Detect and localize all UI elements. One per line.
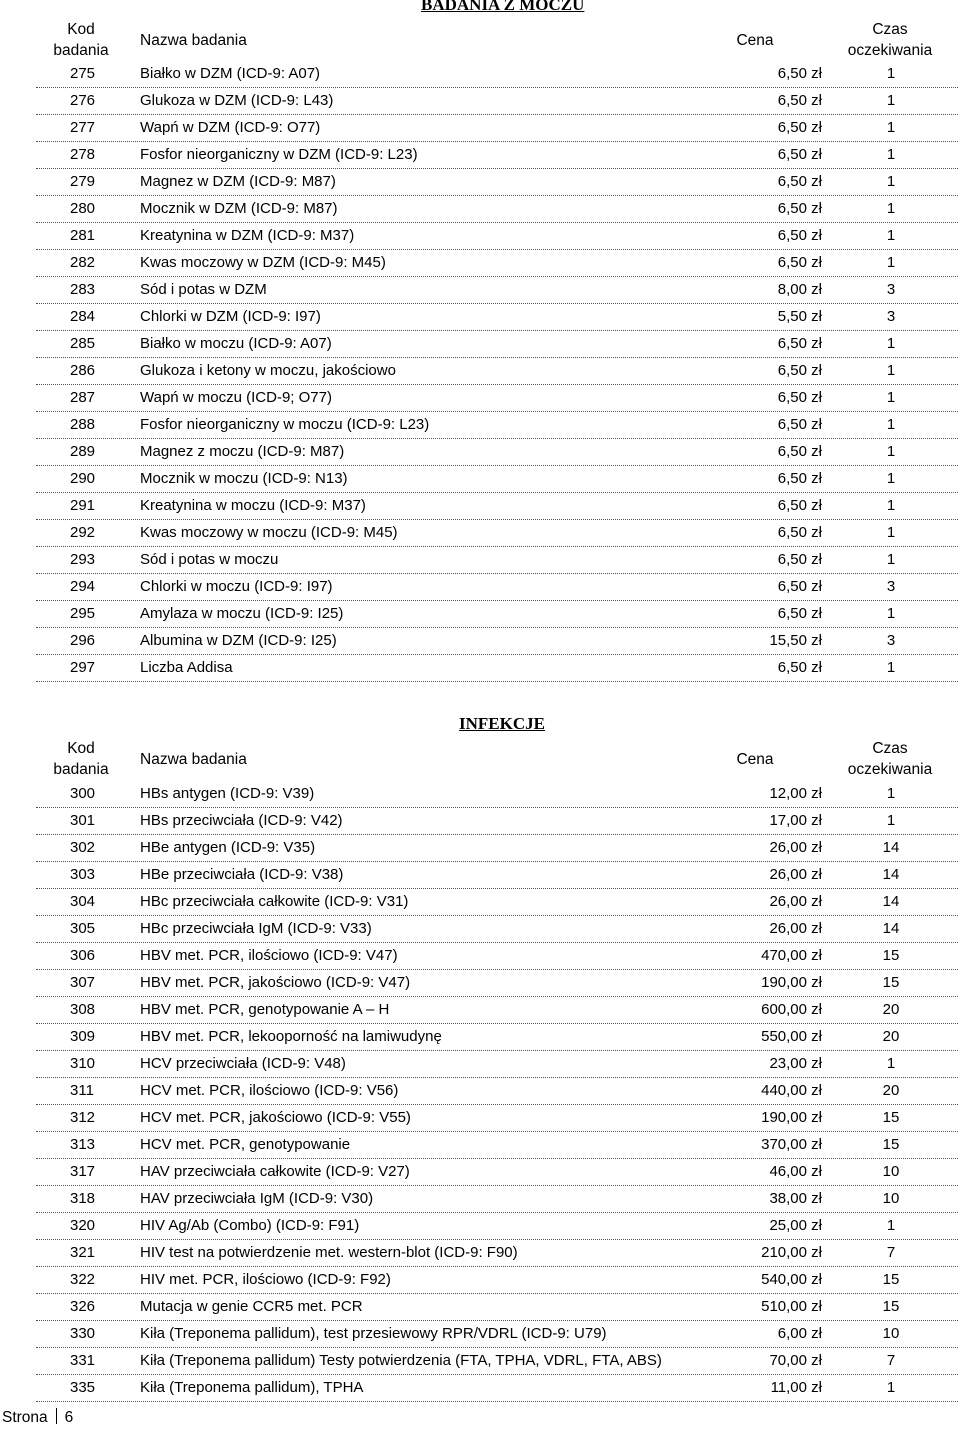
row-nazwa: Mutacja w genie CCR5 met. PCR (140, 1298, 363, 1315)
row-cena: 6,50 zł (777, 470, 822, 487)
row-kod: 286 (70, 362, 96, 379)
row-nazwa: Kreatynina w DZM (ICD-9: M37) (140, 227, 355, 244)
row-kod: 331 (70, 1352, 96, 1369)
row-cena: 6,00 zł (777, 1325, 822, 1342)
row-kod: 310 (70, 1055, 96, 1072)
row-kod: 322 (70, 1271, 96, 1288)
row-czas: 1 (886, 1055, 896, 1072)
row-cena: 46,00 zł (769, 1163, 822, 1180)
row-kod: 307 (70, 974, 96, 991)
row-cena: 17,00 zł (769, 812, 822, 829)
table-row (36, 196, 958, 223)
row-nazwa: HBs antygen (ICD-9: V39) (140, 785, 315, 802)
row-cena: 6,50 zł (777, 227, 822, 244)
row-czas: 1 (886, 470, 896, 487)
row-kod: 311 (70, 1082, 94, 1099)
row-kod: 294 (70, 578, 96, 595)
header-czas (830, 738, 950, 780)
table-row (36, 862, 958, 889)
row-nazwa: Magnez z moczu (ICD-9: M87) (140, 443, 345, 460)
row-nazwa: Sód i potas w moczu (140, 551, 279, 568)
row-kod: 296 (70, 632, 96, 649)
row-nazwa: Fosfor nieorganiczny w DZM (ICD-9: L23) (140, 146, 418, 163)
row-cena: 6,50 zł (777, 497, 822, 514)
row-czas: 14 (882, 920, 900, 937)
row-kod: 302 (70, 839, 96, 856)
table-row (36, 1078, 958, 1105)
row-cena: 6,50 zł (777, 92, 822, 109)
row-czas: 15 (882, 1136, 900, 1153)
row-czas: 15 (882, 974, 900, 991)
row-cena: 26,00 zł (769, 893, 822, 910)
row-kod: 293 (70, 551, 96, 568)
row-kod: 292 (70, 524, 96, 541)
row-kod: 275 (70, 65, 96, 82)
table-row (36, 1348, 958, 1375)
row-cena: 6,50 zł (777, 119, 822, 136)
row-nazwa: Wapń w DZM (ICD-9: O77) (140, 119, 321, 136)
row-cena: 25,00 zł (769, 1217, 822, 1234)
row-nazwa: HAV przeciwciała całkowite (ICD-9: V27) (140, 1163, 410, 1180)
row-kod: 280 (70, 200, 96, 217)
row-cena: 6,50 zł (777, 146, 822, 163)
table-row (36, 169, 958, 196)
row-czas: 20 (882, 1082, 900, 1099)
header-nazwa: Nazwa badania (140, 751, 247, 768)
row-kod: 309 (70, 1028, 96, 1045)
row-cena: 6,50 zł (777, 416, 822, 433)
table-row (36, 61, 958, 88)
row-kod: 285 (70, 335, 96, 352)
table-row (36, 1132, 958, 1159)
table-row (36, 1267, 958, 1294)
section-title: INFEKCJE (459, 714, 545, 733)
row-czas: 1 (886, 605, 896, 622)
row-nazwa: Kiła (Treponema pallidum), TPHA (140, 1379, 364, 1396)
row-czas: 1 (886, 92, 896, 109)
row-nazwa: HBc przeciwciała całkowite (ICD-9: V31) (140, 893, 409, 910)
table-row (36, 250, 958, 277)
row-kod: 326 (70, 1298, 96, 1315)
row-nazwa: HBV met. PCR, jakościowo (ICD-9: V47) (140, 974, 411, 991)
row-czas: 1 (886, 659, 896, 676)
row-nazwa: Sód i potas w DZM (140, 281, 267, 298)
row-kod: 312 (70, 1109, 96, 1126)
row-kod: 287 (70, 389, 96, 406)
row-nazwa: Chlorki w moczu (ICD-9: I97) (140, 578, 333, 595)
row-czas: 1 (886, 812, 896, 829)
row-nazwa: Chlorki w DZM (ICD-9: I97) (140, 308, 321, 325)
header-kod-line1: Kod (67, 740, 95, 757)
row-cena: 8,00 zł (777, 281, 822, 298)
row-nazwa: HIV test na potwierdzenie met. western-blot (ICD-9: F90) (140, 1244, 518, 1261)
row-czas: 15 (882, 1298, 900, 1315)
row-nazwa: Mocznik w DZM (ICD-9: M87) (140, 200, 338, 217)
row-cena: 440,00 zł (761, 1082, 822, 1099)
row-kod: 303 (70, 866, 96, 883)
table-row (36, 808, 958, 835)
row-kod: 300 (70, 785, 96, 802)
row-nazwa: HBc przeciwciała IgM (ICD-9: V33) (140, 920, 372, 937)
table-row (36, 943, 958, 970)
row-czas: 15 (882, 1109, 900, 1126)
row-czas: 1 (886, 389, 896, 406)
row-czas: 10 (882, 1163, 900, 1180)
row-czas: 1 (886, 362, 896, 379)
table-row (36, 1159, 958, 1186)
row-cena: 190,00 zł (761, 974, 822, 991)
row-kod: 282 (70, 254, 96, 271)
table-row (36, 520, 958, 547)
row-nazwa: Amylaza w moczu (ICD-9: I25) (140, 605, 344, 622)
table-row (36, 412, 958, 439)
header-kod-line2: badania (53, 761, 109, 778)
row-cena: 5,50 zł (777, 308, 822, 325)
header-cena: Cena (736, 32, 774, 49)
row-nazwa: HCV met. PCR, jakościowo (ICD-9: V55) (140, 1109, 411, 1126)
table-row (36, 466, 958, 493)
row-kod: 306 (70, 947, 96, 964)
row-czas: 1 (886, 65, 896, 82)
row-nazwa: HBe przeciwciała (ICD-9: V38) (140, 866, 344, 883)
row-czas: 3 (886, 632, 896, 649)
row-kod: 277 (70, 119, 96, 136)
row-nazwa: HAV przeciwciała IgM (ICD-9: V30) (140, 1190, 374, 1207)
row-kod: 335 (70, 1379, 96, 1396)
row-nazwa: Kreatynina w moczu (ICD-9: M37) (140, 497, 366, 514)
row-cena: 510,00 zł (761, 1298, 822, 1315)
row-cena: 38,00 zł (769, 1190, 822, 1207)
row-czas: 3 (886, 281, 896, 298)
row-nazwa: Kiła (Treponema pallidum), test przesiewowy RPR/VDRL (ICD-9: U79) (140, 1325, 607, 1342)
row-kod: 279 (70, 173, 96, 190)
row-nazwa: Mocznik w moczu (ICD-9: N13) (140, 470, 348, 487)
table-row (36, 997, 958, 1024)
row-czas: 1 (886, 416, 896, 433)
row-cena: 6,50 zł (777, 200, 822, 217)
row-cena: 26,00 zł (769, 920, 822, 937)
table-row (36, 574, 958, 601)
table-row (36, 970, 958, 997)
table-row (36, 916, 958, 943)
table-row (36, 88, 958, 115)
row-czas: 20 (882, 1001, 900, 1018)
row-nazwa: HBs przeciwciała (ICD-9: V42) (140, 812, 343, 829)
header-czas-line2: oczekiwania (847, 42, 933, 59)
row-nazwa: Białko w moczu (ICD-9: A07) (140, 335, 332, 352)
row-cena: 6,50 zł (777, 254, 822, 271)
row-nazwa: Glukoza i ketony w moczu, jakościowo (140, 362, 396, 379)
table-row (36, 1213, 958, 1240)
row-czas: 15 (882, 947, 900, 964)
row-cena: 70,00 zł (769, 1352, 822, 1369)
row-cena: 6,50 zł (777, 389, 822, 406)
row-czas: 1 (886, 524, 896, 541)
row-cena: 11,00 zł (770, 1379, 822, 1396)
row-czas: 7 (886, 1244, 896, 1261)
table-row (36, 889, 958, 916)
row-cena: 6,50 zł (777, 335, 822, 352)
table-row (36, 1051, 958, 1078)
table-row (36, 277, 958, 304)
footer-separator (56, 1408, 57, 1424)
header-czas-line1: Czas (872, 21, 908, 38)
row-nazwa: Liczba Addisa (140, 659, 233, 676)
row-czas: 1 (886, 227, 896, 244)
row-kod: 304 (70, 893, 96, 910)
table-row (36, 1321, 958, 1348)
table-row (36, 493, 958, 520)
row-cena: 6,50 zł (777, 443, 822, 460)
row-czas: 1 (886, 335, 896, 352)
row-cena: 6,50 zł (777, 173, 822, 190)
table-row (36, 385, 958, 412)
row-cena: 6,50 zł (777, 578, 822, 595)
row-czas: 10 (882, 1190, 900, 1207)
row-cena: 26,00 zł (769, 839, 822, 856)
row-nazwa: Kwas moczowy w moczu (ICD-9: M45) (140, 524, 398, 541)
row-nazwa: Białko w DZM (ICD-9: A07) (140, 65, 321, 82)
table-row (36, 331, 958, 358)
row-cena: 6,50 zł (777, 605, 822, 622)
row-cena: 6,50 zł (777, 65, 822, 82)
row-czas: 1 (886, 119, 896, 136)
row-kod: 297 (70, 659, 96, 676)
row-cena: 470,00 zł (761, 947, 822, 964)
footer-page-number: 6 (64, 1409, 74, 1426)
row-cena: 6,50 zł (777, 659, 822, 676)
row-nazwa: HCV met. PCR, ilościowo (ICD-9: V56) (140, 1082, 399, 1099)
row-nazwa: Kwas moczowy w DZM (ICD-9: M45) (140, 254, 386, 271)
table-row (36, 655, 958, 682)
row-czas: 7 (886, 1352, 896, 1369)
row-kod: 317 (70, 1163, 96, 1180)
row-kod: 278 (70, 146, 96, 163)
row-czas: 10 (882, 1325, 900, 1342)
row-nazwa: HBe antygen (ICD-9: V35) (140, 839, 316, 856)
row-czas: 1 (886, 785, 896, 802)
row-kod: 295 (70, 605, 96, 622)
row-nazwa: Wapń w moczu (ICD-9; O77) (140, 389, 332, 406)
row-czas: 1 (886, 551, 896, 568)
row-cena: 6,50 zł (777, 362, 822, 379)
page-footer (2, 1408, 73, 1427)
table-row (36, 439, 958, 466)
row-nazwa: Kiła (Treponema pallidum) Testy potwierdzenia (FTA, TPHA, VDRL, FTA, ABS) (140, 1352, 662, 1369)
row-kod: 330 (70, 1325, 96, 1342)
header-kod (36, 738, 126, 780)
row-czas: 14 (882, 893, 900, 910)
table-row (36, 1240, 958, 1267)
row-kod: 305 (70, 920, 96, 937)
row-czas: 15 (882, 1271, 900, 1288)
row-kod: 288 (70, 416, 96, 433)
table-row (36, 1294, 958, 1321)
row-cena: 190,00 zł (761, 1109, 822, 1126)
table-row (36, 601, 958, 628)
row-kod: 289 (70, 443, 96, 460)
row-cena: 15,50 zł (769, 632, 822, 649)
row-czas: 1 (886, 200, 896, 217)
row-czas: 1 (886, 497, 896, 514)
table-row (36, 835, 958, 862)
row-nazwa: Fosfor nieorganiczny w moczu (ICD-9: L23) (140, 416, 430, 433)
row-nazwa: HCV przeciwciała (ICD-9: V48) (140, 1055, 346, 1072)
row-cena: 600,00 zł (761, 1001, 822, 1018)
row-cena: 210,00 zł (761, 1244, 822, 1261)
table-row (36, 142, 958, 169)
row-czas: 1 (886, 1379, 896, 1396)
row-kod: 318 (70, 1190, 96, 1207)
row-cena: 26,00 zł (769, 866, 822, 883)
row-kod: 276 (70, 92, 96, 109)
table-row (36, 358, 958, 385)
row-kod: 284 (70, 308, 96, 325)
row-czas: 1 (886, 254, 896, 271)
table-row (36, 1024, 958, 1051)
row-kod: 281 (70, 227, 96, 244)
row-cena: 540,00 zł (761, 1271, 822, 1288)
row-kod: 320 (70, 1217, 96, 1234)
row-nazwa: Magnez w DZM (ICD-9: M87) (140, 173, 336, 190)
table-row (36, 115, 958, 142)
row-nazwa: HBV met. PCR, genotypowanie A – H (140, 1001, 390, 1018)
table-row (36, 781, 958, 808)
header-kod-line2: badania (53, 42, 109, 59)
header-cena: Cena (736, 751, 774, 768)
row-nazwa: HBV met. PCR, ilościowo (ICD-9: V47) (140, 947, 398, 964)
row-cena: 370,00 zł (761, 1136, 822, 1153)
table-row (36, 1186, 958, 1213)
table-row (36, 1105, 958, 1132)
row-nazwa: Albumina w DZM (ICD-9: I25) (140, 632, 337, 649)
row-kod: 283 (70, 281, 96, 298)
row-nazwa: HBV met. PCR, lekooporność na lamiwudynę (140, 1028, 442, 1045)
table-row (36, 1375, 958, 1402)
row-kod: 301 (70, 812, 96, 829)
row-cena: 12,00 zł (769, 785, 822, 802)
row-nazwa: HIV met. PCR, ilościowo (ICD-9: F92) (140, 1271, 391, 1288)
header-czas-line1: Czas (872, 740, 908, 757)
row-czas: 1 (886, 1217, 896, 1234)
row-cena: 6,50 zł (777, 524, 822, 541)
row-kod: 321 (70, 1244, 96, 1261)
row-czas: 1 (886, 443, 896, 460)
table-row (36, 547, 958, 574)
row-cena: 550,00 zł (761, 1028, 822, 1045)
row-nazwa: HIV Ag/Ab (Combo) (ICD-9: F91) (140, 1217, 360, 1234)
row-czas: 3 (886, 308, 896, 325)
row-czas: 14 (882, 839, 900, 856)
row-nazwa: Glukoza w DZM (ICD-9: L43) (140, 92, 334, 109)
row-czas: 1 (886, 146, 896, 163)
row-kod: 290 (70, 470, 96, 487)
header-czas (830, 19, 950, 61)
section-title: BADANIA Z MOCZU (421, 0, 585, 14)
table-row (36, 628, 958, 655)
header-czas-line2: oczekiwania (847, 761, 933, 778)
footer-label: Strona (2, 1409, 48, 1426)
table-row (36, 304, 958, 331)
row-czas: 20 (882, 1028, 900, 1045)
header-kod (36, 19, 126, 61)
header-nazwa: Nazwa badania (140, 32, 247, 49)
row-cena: 23,00 zł (769, 1055, 822, 1072)
row-czas: 1 (886, 173, 896, 190)
header-kod-line1: Kod (67, 21, 95, 38)
row-kod: 291 (70, 497, 96, 514)
row-czas: 14 (882, 866, 900, 883)
row-kod: 313 (70, 1136, 96, 1153)
row-kod: 308 (70, 1001, 96, 1018)
row-nazwa: HCV met. PCR, genotypowanie (140, 1136, 351, 1153)
row-cena: 6,50 zł (777, 551, 822, 568)
table-row (36, 223, 958, 250)
row-czas: 3 (886, 578, 896, 595)
